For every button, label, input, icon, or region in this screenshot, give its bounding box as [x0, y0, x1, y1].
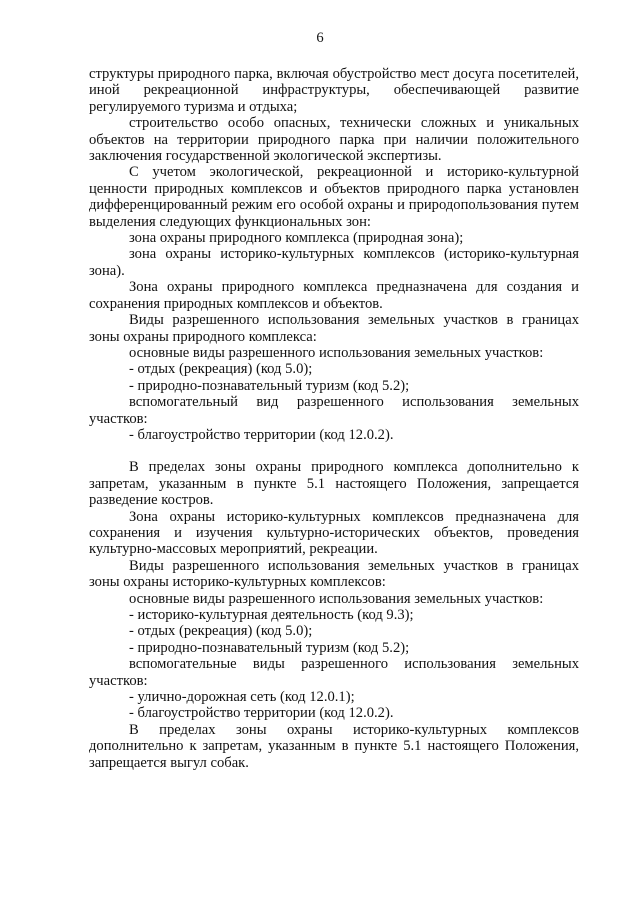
- list-item: - отдых (рекреация) (код 5.0);: [129, 361, 313, 378]
- list-item: - природно-познавательный туризм (код 5.2);: [129, 377, 410, 394]
- list-item: - улично-дорожная сеть (код 12.0.1);: [129, 689, 355, 706]
- list-item: - отдых (рекреация) (код 5.0);: [129, 623, 313, 640]
- paragraph: зона охраны историко-культурных комплексов (историко-культурная зона).: [89, 246, 579, 279]
- paragraph: Виды разрешенного использования земельных участков в границах зоны охраны историко-культурных комплексов:: [89, 557, 579, 591]
- paragraph: С учетом экологической, рекреационной и историко-культурной ценности природных комплексов и объектов природного парка установлен дифференцированный режим его особой охраны и природопользования путем выделения следующих функциональных зон:: [89, 164, 579, 230]
- list-item: - природно-познавательный туризм (код 5.2);: [129, 639, 410, 656]
- list-item: - благоустройство территории (код 12.0.2).: [129, 705, 394, 722]
- paragraph: вспомогательный вид разрешенного использования земельных участков:: [89, 394, 579, 427]
- paragraph: строительство особо опасных, технически сложных и уникальных объектов на территории природного парка при наличии положительного заключения государственной экологической экспертизы.: [89, 115, 579, 165]
- paragraph: В пределах зоны охраны природного комплекса дополнительно к запретам, указанным в пункте 5.1 настоящего Положения, запрещается разведение костров.: [89, 459, 579, 509]
- paragraph: структуры природного парка, включая обустройство мест досуга посетителей, иной рекреационной инфраструктуры, обеспечивающей развитие регулируемого туризма и отдыха;: [89, 66, 579, 115]
- paragraph: Виды разрешенного использования земельных участков в границах зоны охраны природного комплекса:: [89, 312, 579, 345]
- paragraph: Зона охраны природного комплекса предназначена для создания и сохранения природных комплексов и объектов.: [89, 279, 579, 312]
- document-body: [89, 66, 579, 771]
- list-item: - благоустройство территории (код 12.0.2).: [129, 426, 394, 443]
- paragraph: вспомогательные виды разрешенного использования земельных участков:: [89, 656, 579, 689]
- paragraph: основные виды разрешенного использования земельных участков:: [129, 590, 544, 607]
- page-number: 6: [316, 30, 324, 46]
- paragraph: Зона охраны историко-культурных комплексов предназначена для сохранения и изучения культурно-исторических объектов, проведения культурно-массовых мероприятий, рекреации.: [89, 508, 579, 558]
- paragraph-gap: [89, 443, 579, 459]
- paragraph: зона охраны природного комплекса (природная зона);: [129, 230, 464, 247]
- paragraph: основные виды разрешенного использования земельных участков:: [129, 344, 544, 361]
- paragraph: В пределах зоны охраны историко-культурных комплексов дополнительно к запретам, указанным в пункте 5.1 настоящего Положения, запрещается выгул собак.: [89, 721, 579, 771]
- list-item: - историко-культурная деятельность (код 9.3);: [129, 607, 414, 623]
